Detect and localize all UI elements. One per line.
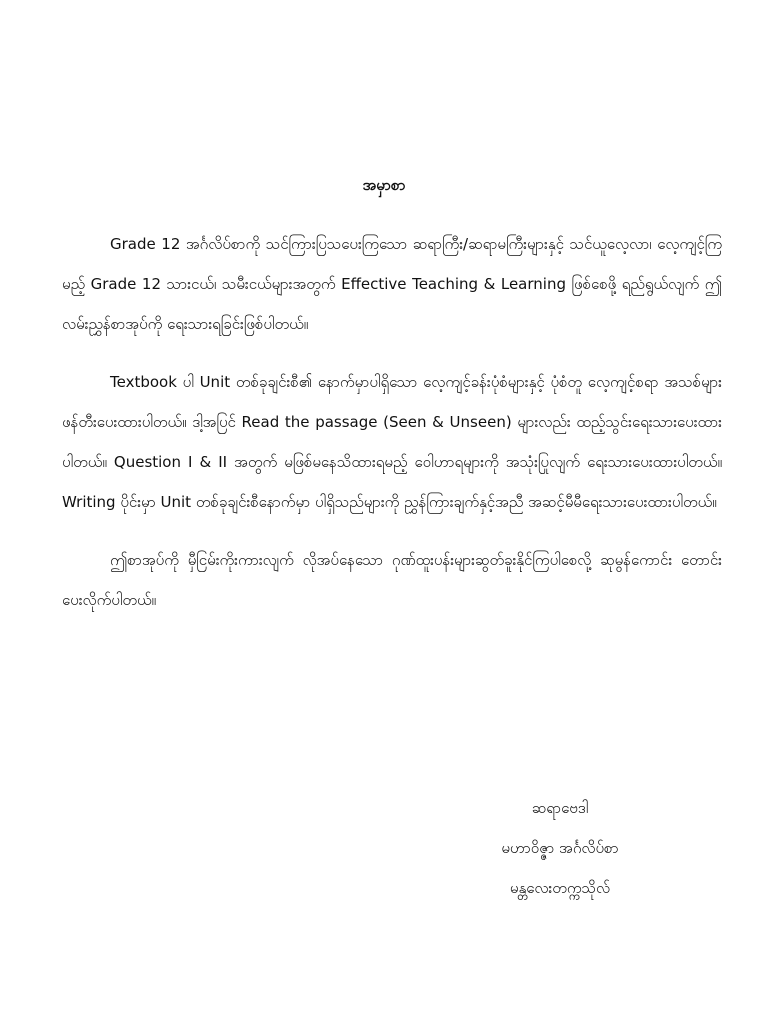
- signature-author: ဆရာဗေဒါ: [531, 799, 589, 817]
- document-title: အမှာစာ: [362, 176, 406, 194]
- signature-block: [420, 788, 700, 908]
- signature-institution: မန္တလေးတက္ကသိုလ်: [509, 879, 611, 897]
- paragraph-1: Grade 12 အင်္ဂလိပ်စာကို သင်ကြားပြသပေးကြသော ဆရာကြီး/ဆရာမကြီးများနှင့် သင်ယူလေ့လာ၊ လေ့ကျင့်ကြမည့် Grade 12 သားငယ်၊ သမီးငယ်များအတွက် Effective Teaching & Learning ဖြစ်စေဖို့ ရည်ရွယ်လျက် ဤလမ်းညွှန်စာအုပ်ကို ရေးသားရခြင်းဖြစ်ပါတယ်။: [62, 235, 722, 333]
- signature-degree: မဟာဝိဇ္ဇာ အင်္ဂလိပ်စာ: [501, 839, 619, 857]
- paragraph-3: ဤစာအုပ်ကို မှီငြမ်းကိုးကားလျက် လိုအပ်နေသော ဂုဏ်ထူးပန်းများဆွတ်ခူးနိုင်ကြပါစေလို့ ဆုမွန်ကောင်း တောင်းပေးလိုက်ပါတယ်။: [62, 551, 722, 609]
- paragraph-2: Textbook ပါ Unit တစ်ခုချင်းစီ၏ နောက်မှာပါရှိသော လေ့ကျင့်ခန်းပုံစံများနှင့် ပုံစံတူ လေ့ကျင့်စရာ အသစ်များဖန်တီးပေးထားပါတယ်။ ဒါ့အပြင် Read the passage (Seen & Unseen) များလည်း ထည့်သွင်းရေးသားပေးထားပါတယ်။ Question I & II အတွက် မဖြစ်မနေသိထားရမည့် ဝေါဟာရများကို အသုံးပြုလျက် ရေးသားပေးထားပါတယ်။ Writing ပိုင်းမှာ Unit တစ်ခုချင်းစီနောက်မှာ ပါရှိသည်များကို ညွှန်ကြားချက်နှင့်အညီ အဆင့်မီမီရေးသားပေးထားပါတယ်။: [62, 373, 722, 511]
- document-body: [62, 224, 722, 638]
